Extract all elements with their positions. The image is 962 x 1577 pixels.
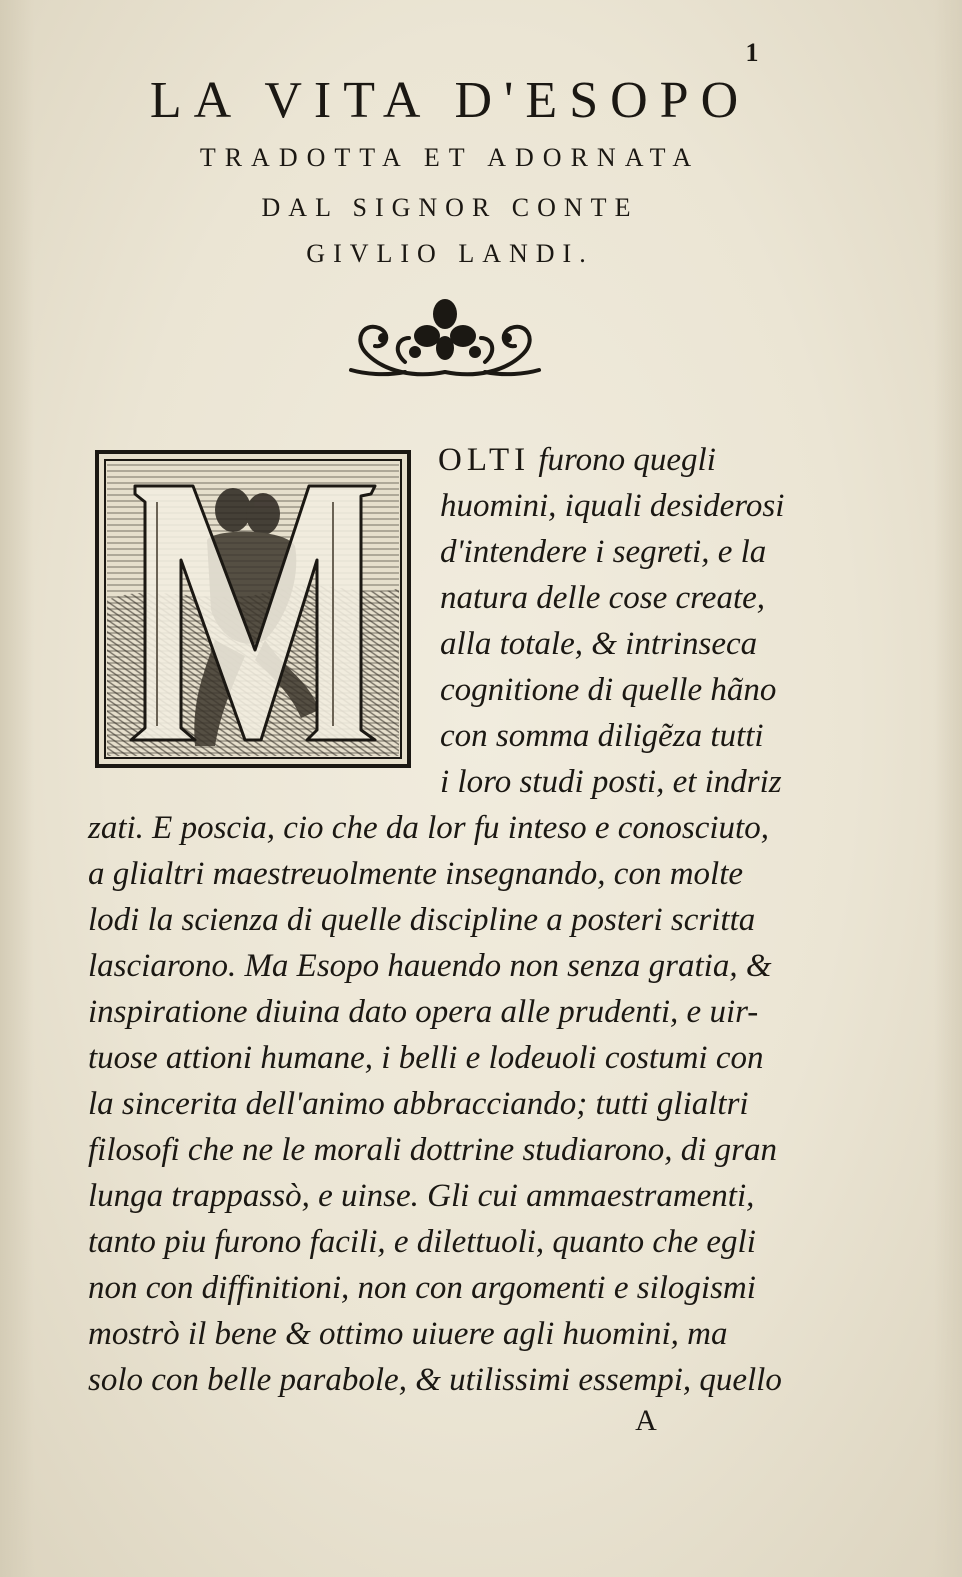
text-line-5: alla totale, & intrinseca bbox=[440, 626, 758, 662]
page-title: LA VITA D'ESOPO bbox=[149, 72, 751, 129]
fleuron-ornament-icon bbox=[345, 292, 545, 384]
page-number: 1 bbox=[745, 38, 759, 67]
subtitle-line-1: TRADOTTA ET ADORNATA bbox=[199, 143, 701, 172]
text-line-4: natura delle cose create, bbox=[440, 580, 766, 616]
text-line-3: d'intendere i segreti, e la bbox=[440, 534, 767, 570]
text-line-9: zati. E poscia, cio che da lor fu inteso e conosciuto, bbox=[88, 810, 769, 846]
text-line-7: con somma diligẽza tutti bbox=[440, 718, 764, 754]
text-line-1 bbox=[438, 438, 716, 482]
text-line-16: filosofi che ne le morali dottrine studiarono, di gran bbox=[88, 1132, 778, 1168]
text-line-10: a glialtri maestreuolmente insegnando, con molte bbox=[88, 856, 744, 892]
text-line-17: lunga trappassò, e uinse. Gli cui ammaestramenti, bbox=[88, 1178, 755, 1214]
text-line-20: mostrò il bene & ottimo uiuere agli huomini, ma bbox=[88, 1316, 728, 1352]
text-line-15: la sincerita dell'animo abbracciando; tutti glialtri bbox=[88, 1086, 749, 1122]
text-line-19: non con diffinitioni, non con argomenti e silogismi bbox=[88, 1270, 756, 1306]
woodcut-initial-icon bbox=[95, 450, 411, 768]
subtitle-line-2: DAL SIGNOR CONTE bbox=[261, 193, 639, 222]
text-line-18: tanto piu furono facili, e dilettuoli, quanto che egli bbox=[88, 1224, 756, 1260]
text-line-13: inspiratione diuina dato opera alle prudenti, e uir- bbox=[88, 994, 759, 1030]
lead-caps: OLTI bbox=[438, 442, 531, 478]
subtitle-line-3: GIVLIO LANDI. bbox=[306, 239, 594, 268]
text-line-14: tuose attioni humane, i belli e lodeuoli costumi con bbox=[88, 1040, 764, 1076]
text-line-2: huomini, iquali desiderosi bbox=[440, 488, 785, 524]
page-edge-shadow-right bbox=[934, 0, 962, 1577]
text-line-21: solo con belle parabole, & utilissimi essempi, quello bbox=[88, 1362, 782, 1398]
signature-mark: A bbox=[635, 1404, 657, 1437]
text-line-8: i loro studi posti, et indriz bbox=[440, 764, 782, 800]
page-edge-shadow-left bbox=[0, 0, 34, 1577]
text-line-6: cognitione di quelle hãno bbox=[440, 672, 777, 708]
text-line-12: lasciarono. Ma Esopo hauendo non senza gratia, & bbox=[88, 948, 772, 984]
line-1-text: furono quegli bbox=[530, 442, 716, 478]
text-line-11: lodi la scienza di quelle discipline a posteri scritta bbox=[88, 902, 756, 938]
